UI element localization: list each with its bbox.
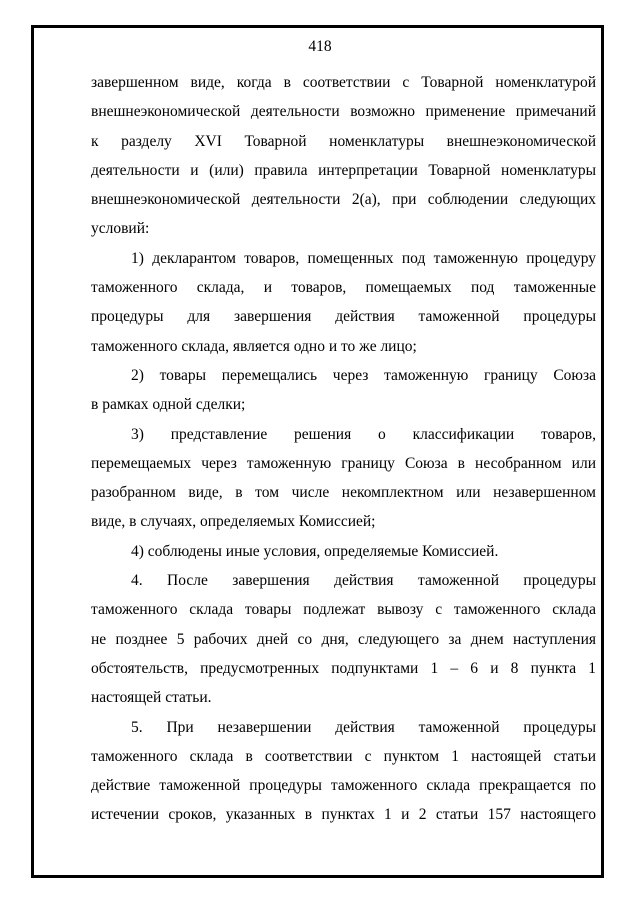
text-line: перемещаемых через таможенную границу Союза в несобранном или bbox=[91, 454, 596, 472]
text-line: в рамках одной сделки; bbox=[91, 396, 246, 414]
text-line: внешнеэкономической деятельности 2(а), при соблюдении следующих bbox=[91, 191, 596, 209]
text-line: 2) товары перемещались через таможенную границу Союза bbox=[131, 366, 596, 384]
document-body bbox=[91, 68, 596, 830]
text-line: не позднее 5 рабочих дней со дня, следующего за днем наступления bbox=[91, 630, 596, 648]
text-line: 5. При незавершении действия таможенной процедуры bbox=[131, 718, 596, 736]
page-number: 418 bbox=[308, 38, 332, 55]
text-line: настоящей статьи. bbox=[91, 689, 212, 707]
text-line: таможенного склада в соответствии с пунктом 1 настоящей статьи bbox=[91, 747, 596, 765]
text-line: деятельности и (или) правила интерпретации Товарной номенклатуры bbox=[91, 161, 596, 179]
text-line: 1) декларантом товаров, помещенных под таможенную процедуру bbox=[131, 249, 596, 267]
text-line: обстоятельств, предусмотренных подпунктами 1 – 6 и 8 пункта 1 bbox=[91, 659, 596, 677]
text-line: таможенного склада, является одно и то же лицо; bbox=[91, 337, 417, 355]
text-line: процедуры для завершения действия таможенной процедуры bbox=[91, 308, 596, 326]
text-line: 3) представление решения о классификации товаров, bbox=[131, 425, 596, 443]
text-line: условий: bbox=[91, 220, 150, 238]
text-line: к разделу XVI Товарной номенклатуры внешнеэкономической bbox=[91, 132, 596, 150]
text-line: таможенного склада товары подлежат вывозу с таможенного склада bbox=[91, 601, 596, 619]
text-line: завершенном виде, когда в соответствии с Товарной номенклатурой bbox=[91, 74, 596, 91]
text-line: внешнеэкономической деятельности возможно применение примечаний bbox=[91, 103, 596, 121]
text-line: 4. После завершения действия таможенной процедуры bbox=[131, 572, 596, 590]
text-line: 4) соблюдены иные условия, определяемые Комиссией. bbox=[131, 542, 499, 560]
text-line: таможенного склада, и товаров, помещаемых под таможенные bbox=[91, 279, 596, 297]
text-line: истечении сроков, указанных в пунктах 1 и 2 статьи 157 настоящего bbox=[91, 806, 596, 824]
text-line: разобранном виде, в том числе некомплектном или незавершенном bbox=[91, 484, 596, 502]
text-line: действие таможенной процедуры таможенного склада прекращается по bbox=[91, 777, 596, 795]
text-line: виде, в случаях, определяемых Комиссией; bbox=[91, 513, 376, 531]
